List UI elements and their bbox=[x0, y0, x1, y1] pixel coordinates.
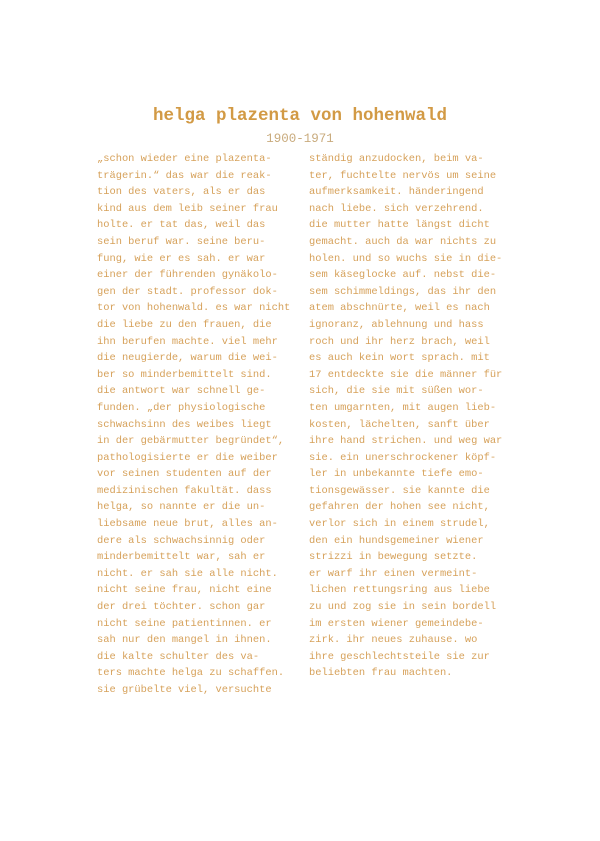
text-line: sie. ein unerschrockener köpf- bbox=[309, 451, 497, 464]
text-line: sem schimmeldings, das ihr den bbox=[309, 285, 497, 298]
text-line: ihre hand strichen. und weg war bbox=[309, 435, 503, 448]
text-line: ler in unbekannte tiefe emo- bbox=[309, 468, 484, 481]
text-line: atem abschnürte, weil es nach bbox=[309, 302, 490, 315]
text-line: ter, fuchtelte nervös um seine bbox=[309, 169, 497, 182]
text-line: „schon wieder eine plazenta- bbox=[97, 153, 272, 165]
text-line: trägerin.“ das war die reak- bbox=[97, 169, 272, 182]
text-column-right bbox=[309, 151, 506, 682]
text-line: medizinischen fakultät. dass bbox=[97, 484, 272, 497]
text-line: in der gebärmutter begründet“, bbox=[97, 435, 285, 448]
text-line: funden. „der physiologische bbox=[97, 401, 266, 414]
text-line: zirk. ihr neues zuhause. wo bbox=[309, 634, 478, 647]
text-line: lichen rettungsring aus liebe bbox=[309, 584, 490, 597]
text-line: die antwort war schnell ge- bbox=[97, 385, 266, 398]
text-line: kind aus dem leib seiner frau bbox=[97, 202, 278, 215]
text-line: sie grübelte viel, versuchte bbox=[97, 684, 272, 696]
text-line: fung, wie er es sah. er war bbox=[97, 252, 266, 265]
text-line: pathologisierte er die weiber bbox=[97, 451, 278, 464]
text-line: sah nur den mangel in ihnen. bbox=[97, 634, 272, 647]
text-line: einer der führenden gynäkolo- bbox=[97, 269, 278, 282]
text-line: 17 entdeckte sie die männer für bbox=[309, 368, 503, 381]
text-line: der drei töchter. schon gar bbox=[97, 601, 266, 614]
text-line: minderbemittelt war, sah er bbox=[97, 551, 266, 564]
text-line: ten umgarnten, mit augen lieb- bbox=[309, 401, 497, 414]
page-title: helga plazenta von hohenwald bbox=[152, 106, 448, 126]
text-line: tion des vaters, als er das bbox=[97, 186, 266, 199]
text-line: verlor sich in einem strudel, bbox=[309, 518, 490, 531]
text-line: die kalte schulter des va- bbox=[97, 650, 260, 663]
text-line: dere als schwachsinnig oder bbox=[97, 534, 266, 547]
text-line: die liebe zu den frauen, die bbox=[97, 318, 272, 331]
text-line: strizzi in bewegung setzte. bbox=[309, 551, 478, 564]
text-line: es auch kein wort sprach. mit bbox=[309, 352, 490, 365]
text-line: beliebten frau machten. bbox=[309, 667, 453, 680]
text-line: kosten, lächelten, sanft über bbox=[309, 418, 490, 431]
text-line: ständig anzudocken, beim va- bbox=[309, 153, 484, 165]
life-dates: 1900-1971 bbox=[266, 132, 334, 146]
text-line: den ein hundsgemeiner wiener bbox=[309, 534, 484, 547]
text-column-left bbox=[97, 151, 294, 699]
text-line: ihre geschlechtsteile sie zur bbox=[309, 650, 490, 663]
text-line: nach liebe. sich verzehrend. bbox=[309, 202, 484, 215]
text-line: nicht seine patientinnen. er bbox=[97, 617, 272, 630]
text-line: vor seinen studenten auf der bbox=[97, 468, 272, 481]
text-line: ters machte helga zu schaffen. bbox=[97, 667, 285, 680]
text-line: ignoranz, ablehnung und hass bbox=[309, 318, 484, 331]
text-line: roch und ihr herz brach, weil bbox=[309, 335, 490, 348]
text-line: liebsame neue brut, alles an- bbox=[97, 518, 278, 531]
text-line: schwachsinn des weibes liegt bbox=[97, 418, 272, 431]
text-line: gefahren der hohen see nicht, bbox=[309, 501, 490, 514]
text-line: helga, so nannte er die un- bbox=[97, 501, 266, 514]
text-line: sem käseglocke auf. nebst die- bbox=[309, 269, 497, 282]
text-line: die neugierde, warum die wei- bbox=[97, 352, 278, 365]
text-line: tor von hohenwald. es war nicht bbox=[97, 302, 291, 315]
text-line: tionsgewässer. sie kannte die bbox=[309, 484, 490, 497]
text-line: die mutter hatte längst dicht bbox=[309, 219, 490, 232]
text-line: sein beruf war. seine beru- bbox=[97, 235, 266, 248]
text-line: zu und zog sie in sein bordell bbox=[309, 601, 497, 614]
text-line: sich, die sie mit süßen wor- bbox=[309, 385, 484, 398]
text-line: nicht. er sah sie alle nicht. bbox=[97, 567, 278, 580]
text-line: im ersten wiener gemeindebe- bbox=[309, 617, 484, 630]
text-line: aufmerksamkeit. händeringend bbox=[309, 186, 484, 199]
text-line: gen der stadt. professor dok- bbox=[97, 285, 278, 298]
text-line: ber so minderbemittelt sind. bbox=[97, 368, 272, 381]
text-line: holte. er tat das, weil das bbox=[97, 219, 266, 232]
text-line: gemacht. auch da war nichts zu bbox=[309, 235, 497, 248]
text-line: holen. und so wuchs sie in die- bbox=[309, 252, 503, 265]
text-line: er warf ihr einen vermeint- bbox=[309, 567, 478, 580]
text-line: nicht seine frau, nicht eine bbox=[97, 584, 272, 597]
text-line: ihn berufen machte. viel mehr bbox=[97, 335, 278, 348]
